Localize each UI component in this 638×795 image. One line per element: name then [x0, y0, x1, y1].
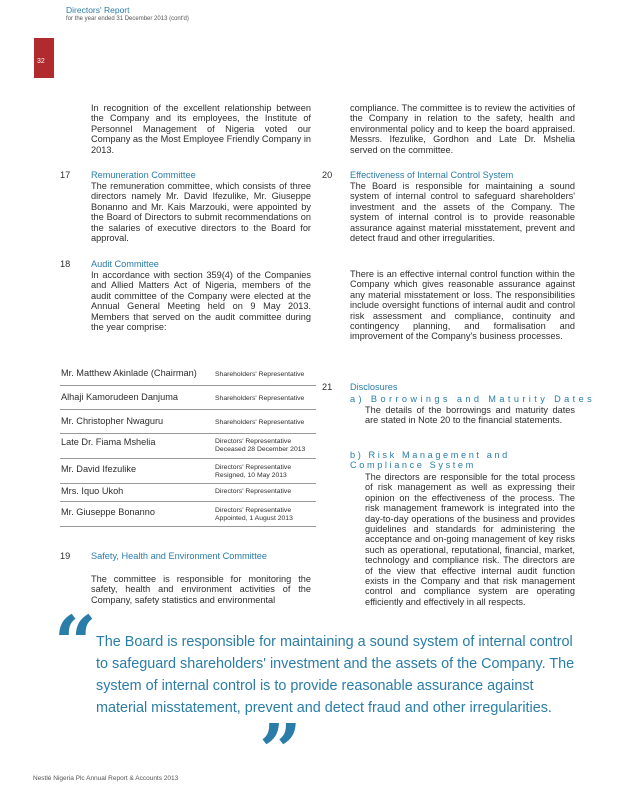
section-20-body: The Board is responsible for maintaining a sound system of internal control to safeguard shareholders' investment and the assets of the Company. The system of internal control is to provide reasonable assurance against material misstatement, prevent and detect fraud and other irregularities. — [350, 181, 575, 244]
member-row — [60, 389, 316, 410]
member-name: Mr. Matthew Akinlade (Chairman) — [61, 368, 197, 378]
member-role: Shareholders' Representative — [215, 419, 305, 426]
member-name: Mr. David Ifezulike — [61, 464, 137, 474]
page-number: 32 — [37, 58, 45, 65]
member-row — [60, 483, 316, 502]
section-20-number: 20 — [322, 170, 333, 180]
report-subtitle: for the year ended 31 December 2013 (cont'd) — [66, 16, 189, 22]
intro-paragraph: In recognition of the excellent relationship between the Company and its employees, the Institute of Personnel Management of Nigeria voted our Company as the Most Employee Friendly Company in 2013. — [91, 103, 311, 155]
section-19-body: The committee is responsible for monitoring the safety, health and environment activities of the Company, safety statistics and environmental — [91, 574, 311, 605]
subsection-b-label: b) Risk Management and Compliance System — [350, 450, 510, 471]
page-footer: Nestlé Nigeria Plc Annual Report & Accounts 2013 — [33, 775, 179, 782]
section-18-heading: Audit Committee — [91, 259, 159, 269]
section-21-heading: Disclosures — [350, 382, 398, 392]
member-row — [60, 504, 316, 527]
member-role: Directors' Representative — [215, 438, 292, 445]
subsection-a-body: The details of the borrowings and maturity dates are stated in Note 20 to the financial statements. — [365, 405, 575, 426]
section-18-number: 18 — [60, 259, 71, 269]
member-role-note: Deceased 28 December 2013 — [215, 446, 306, 453]
member-role: Directors' Representative — [215, 488, 292, 495]
member-name: Alhaji Kamorudeen Danjuma — [61, 392, 178, 402]
member-name: Mr. Christopher Nwaguru — [61, 416, 164, 426]
member-row — [60, 413, 316, 434]
subsection-a-label: a) Borrowings and Maturity Dates — [350, 394, 596, 404]
section-19-number: 19 — [60, 551, 71, 561]
member-name: Mr. Giuseppe Bonanno — [61, 507, 155, 517]
member-role: Shareholders' Representative — [215, 371, 305, 378]
section-18-body: In accordance with section 359(4) of the Companies and Allied Matters Act of Nigeria, members of the audit committee of the Company were elected at the Annual General Meeting held on 9 May 2013. Members that served on the audit committee during the year comprise: — [91, 270, 311, 333]
section-20-body-2: There is an effective internal control function within the Company which gives reasonable assurance against any material misstatement or loss. The responsibilities include oversight functions of internal audit and control risk assessment and compliance, continuity and contingency planning, and formalisation and improvement of the Company's business processes. — [350, 269, 575, 342]
member-role: Directors' Representative — [215, 464, 292, 471]
subsection-b-body: The directors are responsible for the total process of risk management as well as expressing their opinion on the effectiveness of the process. The risk management framework is integrated into the day-to-day operations of the business and provides guidelines and standards for administering the acceptance and on-going management of key risks such as operational, reputational, financial, market, technology and compliance risk. The directors are of the view that effective internal audit function exists in the Company and that risk management control and compliance system are operating efficiently and effectively in all respects. — [365, 472, 575, 607]
pull-quote: The Board is responsible for maintaining a sound system of internal control to safeguard shareholders' investment and the assets of the Company. The system of internal control is to provide reasonable assurance against material misstatement, prevent and detect fraud and other irregularities. — [96, 634, 575, 716]
section-17-number: 17 — [60, 170, 71, 180]
continued-paragraph: compliance. The committee is to review the activities of the Company in relation to the safety, health and environmental policy and to keep the board appraised. Messrs. Ifezulike, Gordhon and Late Dr. Mshelia served on the committee. — [350, 103, 575, 155]
section-20-heading: Effectiveness of Internal Control System — [350, 170, 514, 180]
report-title: Directors' Report — [66, 5, 130, 15]
member-role: Shareholders' Representative — [215, 395, 305, 402]
section-19-heading: Safety, Health and Environment Committee — [91, 551, 268, 561]
member-row — [60, 461, 316, 484]
open-quote-mark: “ — [54, 601, 97, 687]
section-17-body: The remuneration committee, which consists of three directors namely Mr. David Ifezulike, Mr. Giuseppe Bonanno and Mr. Kais Marzouki, were appointed by the Board of Directors to submit recommendations on the salaries of executive directors to the Board for approval. — [91, 181, 311, 244]
member-role: Directors' Representative — [215, 507, 292, 514]
section-21-number: 21 — [322, 382, 333, 392]
member-role-note: Appointed, 1 August 2013 — [215, 515, 293, 522]
close-quote-mark: ” — [259, 709, 302, 795]
section-17-heading: Remuneration Committee — [91, 170, 196, 180]
member-role-note: Resigned, 10 May 2013 — [215, 472, 287, 479]
member-name: Mrs. Iquo Ukoh — [61, 486, 124, 496]
member-row — [60, 434, 316, 459]
member-row — [60, 365, 316, 386]
member-name: Late Dr. Fiama Mshelia — [61, 437, 156, 447]
